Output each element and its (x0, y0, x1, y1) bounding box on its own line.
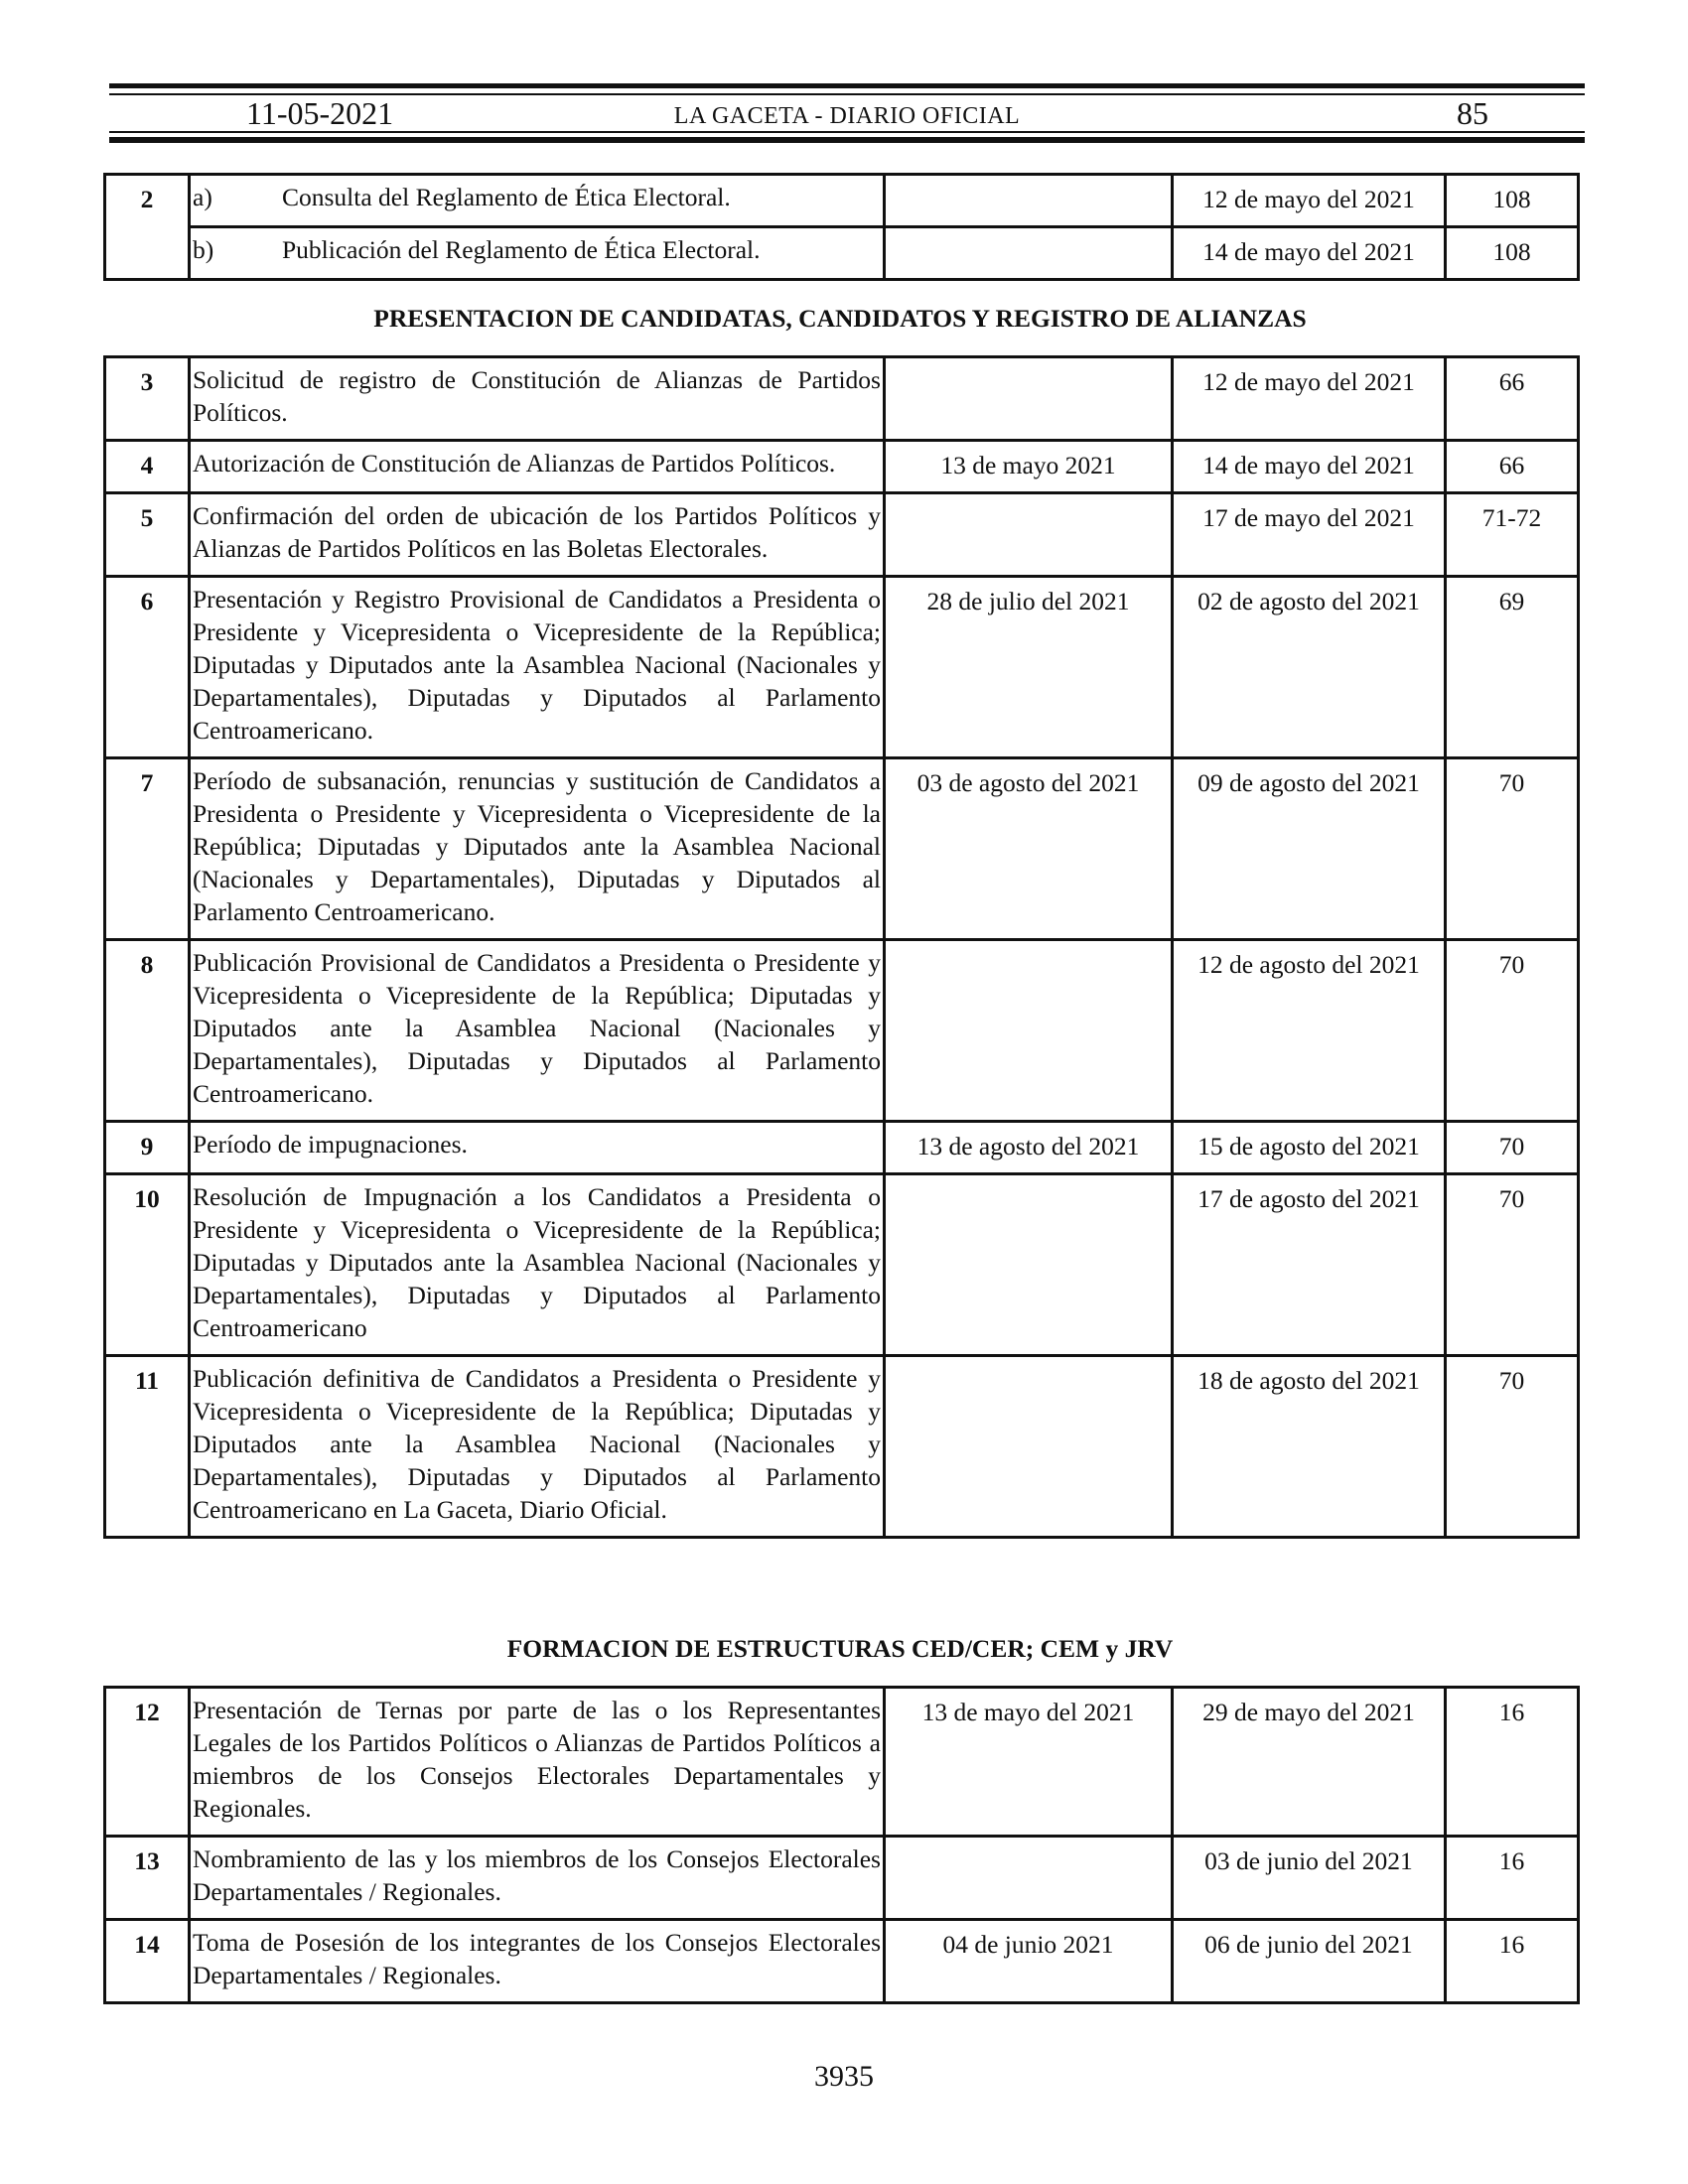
end-date-cell: 15 de agosto del 2021 (1173, 1122, 1446, 1174)
article-cell: 16 (1446, 1920, 1579, 2003)
article-cell: 16 (1446, 1837, 1579, 1920)
row-number: 4 (105, 441, 190, 493)
article-cell: 70 (1446, 1356, 1579, 1538)
page-header (109, 83, 1585, 149)
end-date-cell: 09 de agosto del 2021 (1173, 758, 1446, 940)
row-number: 14 (105, 1920, 190, 2003)
end-date-cell: 29 de mayo del 2021 (1173, 1688, 1446, 1837)
sub-item-label: a) (193, 183, 212, 211)
header-page-number: 85 (1457, 95, 1488, 131)
activity-cell: Resolución de Impugnación a los Candidatos a Presidenta o Presidente y Vicepresidenta o Vicepresidente de la República; Diputadas y Diputados ante la Asamblea Nacional (Nacionales y Departamentales), Diputadas y Diputados al Parlamento Centroamericano (190, 1174, 885, 1356)
start-date-cell (885, 1837, 1173, 1920)
start-date-cell (885, 227, 1173, 280)
activity-cell: Nombramiento de las y los miembros de los Consejos Electorales Departamentales / Regionales. (190, 1837, 885, 1920)
row-number: 9 (105, 1122, 190, 1174)
table-row (105, 1122, 1579, 1174)
row-number: 11 (105, 1356, 190, 1538)
section-title-structures: FORMACION DE ESTRUCTURAS CED/CER; CEM y JRV (506, 1634, 1174, 1663)
start-date-cell (885, 175, 1173, 227)
article-cell: 66 (1446, 357, 1579, 441)
table-row (105, 175, 1579, 227)
start-date-cell (885, 940, 1173, 1122)
article-cell: 108 (1446, 227, 1579, 280)
activity-cell: Presentación de Ternas por parte de las o los Representantes Legales de los Partidos Políticos o Alianzas de Partidos Políticos a miembros de los Consejos Electorales Departamentales y Regionales. (190, 1688, 885, 1837)
end-date-cell: 06 de junio del 2021 (1173, 1920, 1446, 2003)
table-block-1 (103, 173, 1580, 281)
header-rule-bottom-thin (109, 131, 1585, 133)
article-cell: 70 (1446, 1122, 1579, 1174)
activity-cell: Presentación y Registro Provisional de Candidatos a Presidenta o Presidente y Vicepresidenta o Vicepresidente de la República; Diputadas y Diputados ante la Asamblea Nacional (Nacionales y Departamentales), Diputadas y Diputados al Parlamento Centroamericano. (190, 577, 885, 758)
end-date-cell: 12 de mayo del 2021 (1173, 175, 1446, 227)
end-date-cell: 17 de mayo del 2021 (1173, 493, 1446, 577)
article-cell: 70 (1446, 758, 1579, 940)
article-cell: 108 (1446, 175, 1579, 227)
start-date-cell: 13 de mayo del 2021 (885, 1688, 1173, 1837)
end-date-cell: 12 de agosto del 2021 (1173, 940, 1446, 1122)
row-number: 6 (105, 577, 190, 758)
table-row (105, 940, 1579, 1122)
table-row (105, 577, 1579, 758)
start-date-cell: 03 de agosto del 2021 (885, 758, 1173, 940)
end-date-cell: 03 de junio del 2021 (1173, 1837, 1446, 1920)
row-number: 8 (105, 940, 190, 1122)
table-row (105, 1920, 1579, 2003)
table-row (105, 1174, 1579, 1356)
start-date-cell: 28 de julio del 2021 (885, 577, 1173, 758)
end-date-cell: 18 de agosto del 2021 (1173, 1356, 1446, 1538)
article-cell: 70 (1446, 940, 1579, 1122)
end-date-cell: 17 de agosto del 2021 (1173, 1174, 1446, 1356)
table-row (105, 1837, 1579, 1920)
start-date-cell: 04 de junio 2021 (885, 1920, 1173, 2003)
article-cell: 16 (1446, 1688, 1579, 1837)
start-date-cell: 13 de mayo 2021 (885, 441, 1173, 493)
end-date-cell: 12 de mayo del 2021 (1173, 357, 1446, 441)
header-title: LA GACETA - DIARIO OFICIAL (673, 103, 1021, 129)
article-cell: 69 (1446, 577, 1579, 758)
row-number: 3 (105, 357, 190, 441)
end-date-cell: 02 de agosto del 2021 (1173, 577, 1446, 758)
row-number: 13 (105, 1837, 190, 1920)
table-row (105, 1356, 1579, 1538)
table-row (105, 493, 1579, 577)
activity-cell: Publicación Provisional de Candidatos a Presidenta o Presidente y Vicepresidenta o Vicepresidente de la República; Diputadas y Diputados ante la Asamblea Nacional (Nacionales y Departamentales), Diputadas y Diputados al Parlamento Centroamericano. (190, 940, 885, 1122)
article-cell: 71-72 (1446, 493, 1579, 577)
activity-cell: Período de impugnaciones. (190, 1122, 885, 1174)
header-rule-bottom (109, 137, 1585, 143)
activity-cell: Confirmación del orden de ubicación de los Partidos Políticos y Alianzas de Partidos Políticos en las Boletas Electorales. (190, 493, 885, 577)
table-row (105, 227, 1579, 280)
article-cell: 70 (1446, 1174, 1579, 1356)
table-candidates (103, 355, 1580, 1539)
row-number: 7 (105, 758, 190, 940)
table-structures (103, 1686, 1580, 2004)
header-date: 11-05-2021 (246, 95, 394, 131)
activity-cell (190, 175, 885, 227)
table-row (105, 441, 1579, 493)
section-title-candidates: PRESENTACION DE CANDIDATAS, CANDIDATOS Y REGISTRO DE ALIANZAS (373, 304, 1307, 333)
footer-page-number: 3935 (814, 2060, 874, 2093)
start-date-cell (885, 357, 1173, 441)
activity-text: Publicación del Reglamento de Ética Electoral. (282, 235, 761, 264)
row-number: 2 (105, 175, 190, 280)
activity-text: Consulta del Reglamento de Ética Electoral. (282, 183, 731, 211)
table-row (105, 1688, 1579, 1837)
row-number: 10 (105, 1174, 190, 1356)
end-date-cell: 14 de mayo del 2021 (1173, 441, 1446, 493)
activity-cell: Solicitud de registro de Constitución de Alianzas de Partidos Políticos. (190, 357, 885, 441)
start-date-cell (885, 493, 1173, 577)
start-date-cell (885, 1356, 1173, 1538)
activity-cell: Publicación definitiva de Candidatos a Presidenta o Presidente y Vicepresidenta o Vicepresidente de la República; Diputadas y Diputados ante la Asamblea Nacional (Nacionales y Departamentales), Diputadas y Diputados al Parlamento Centroamericano en La Gaceta, Diario Oficial. (190, 1356, 885, 1538)
row-number: 12 (105, 1688, 190, 1837)
table-row (105, 357, 1579, 441)
article-cell: 66 (1446, 441, 1579, 493)
activity-cell: Período de subsanación, renuncias y sustitución de Candidatos a Presidenta o Presidente y Vicepresidenta o Vicepresidente de la República; Diputadas y Diputados ante la Asamblea Nacional (Nacionales y Departamentales), Diputadas y Diputados al Parlamento Centroamericano. (190, 758, 885, 940)
header-rule-top (109, 83, 1585, 88)
table-row (105, 758, 1579, 940)
sub-item-label: b) (193, 235, 214, 264)
start-date-cell: 13 de agosto del 2021 (885, 1122, 1173, 1174)
activity-cell (190, 227, 885, 280)
start-date-cell (885, 1174, 1173, 1356)
end-date-cell: 14 de mayo del 2021 (1173, 227, 1446, 280)
activity-cell: Autorización de Constitución de Alianzas de Partidos Políticos. (190, 441, 885, 493)
activity-cell: Toma de Posesión de los integrantes de los Consejos Electorales Departamentales / Regionales. (190, 1920, 885, 2003)
row-number: 5 (105, 493, 190, 577)
